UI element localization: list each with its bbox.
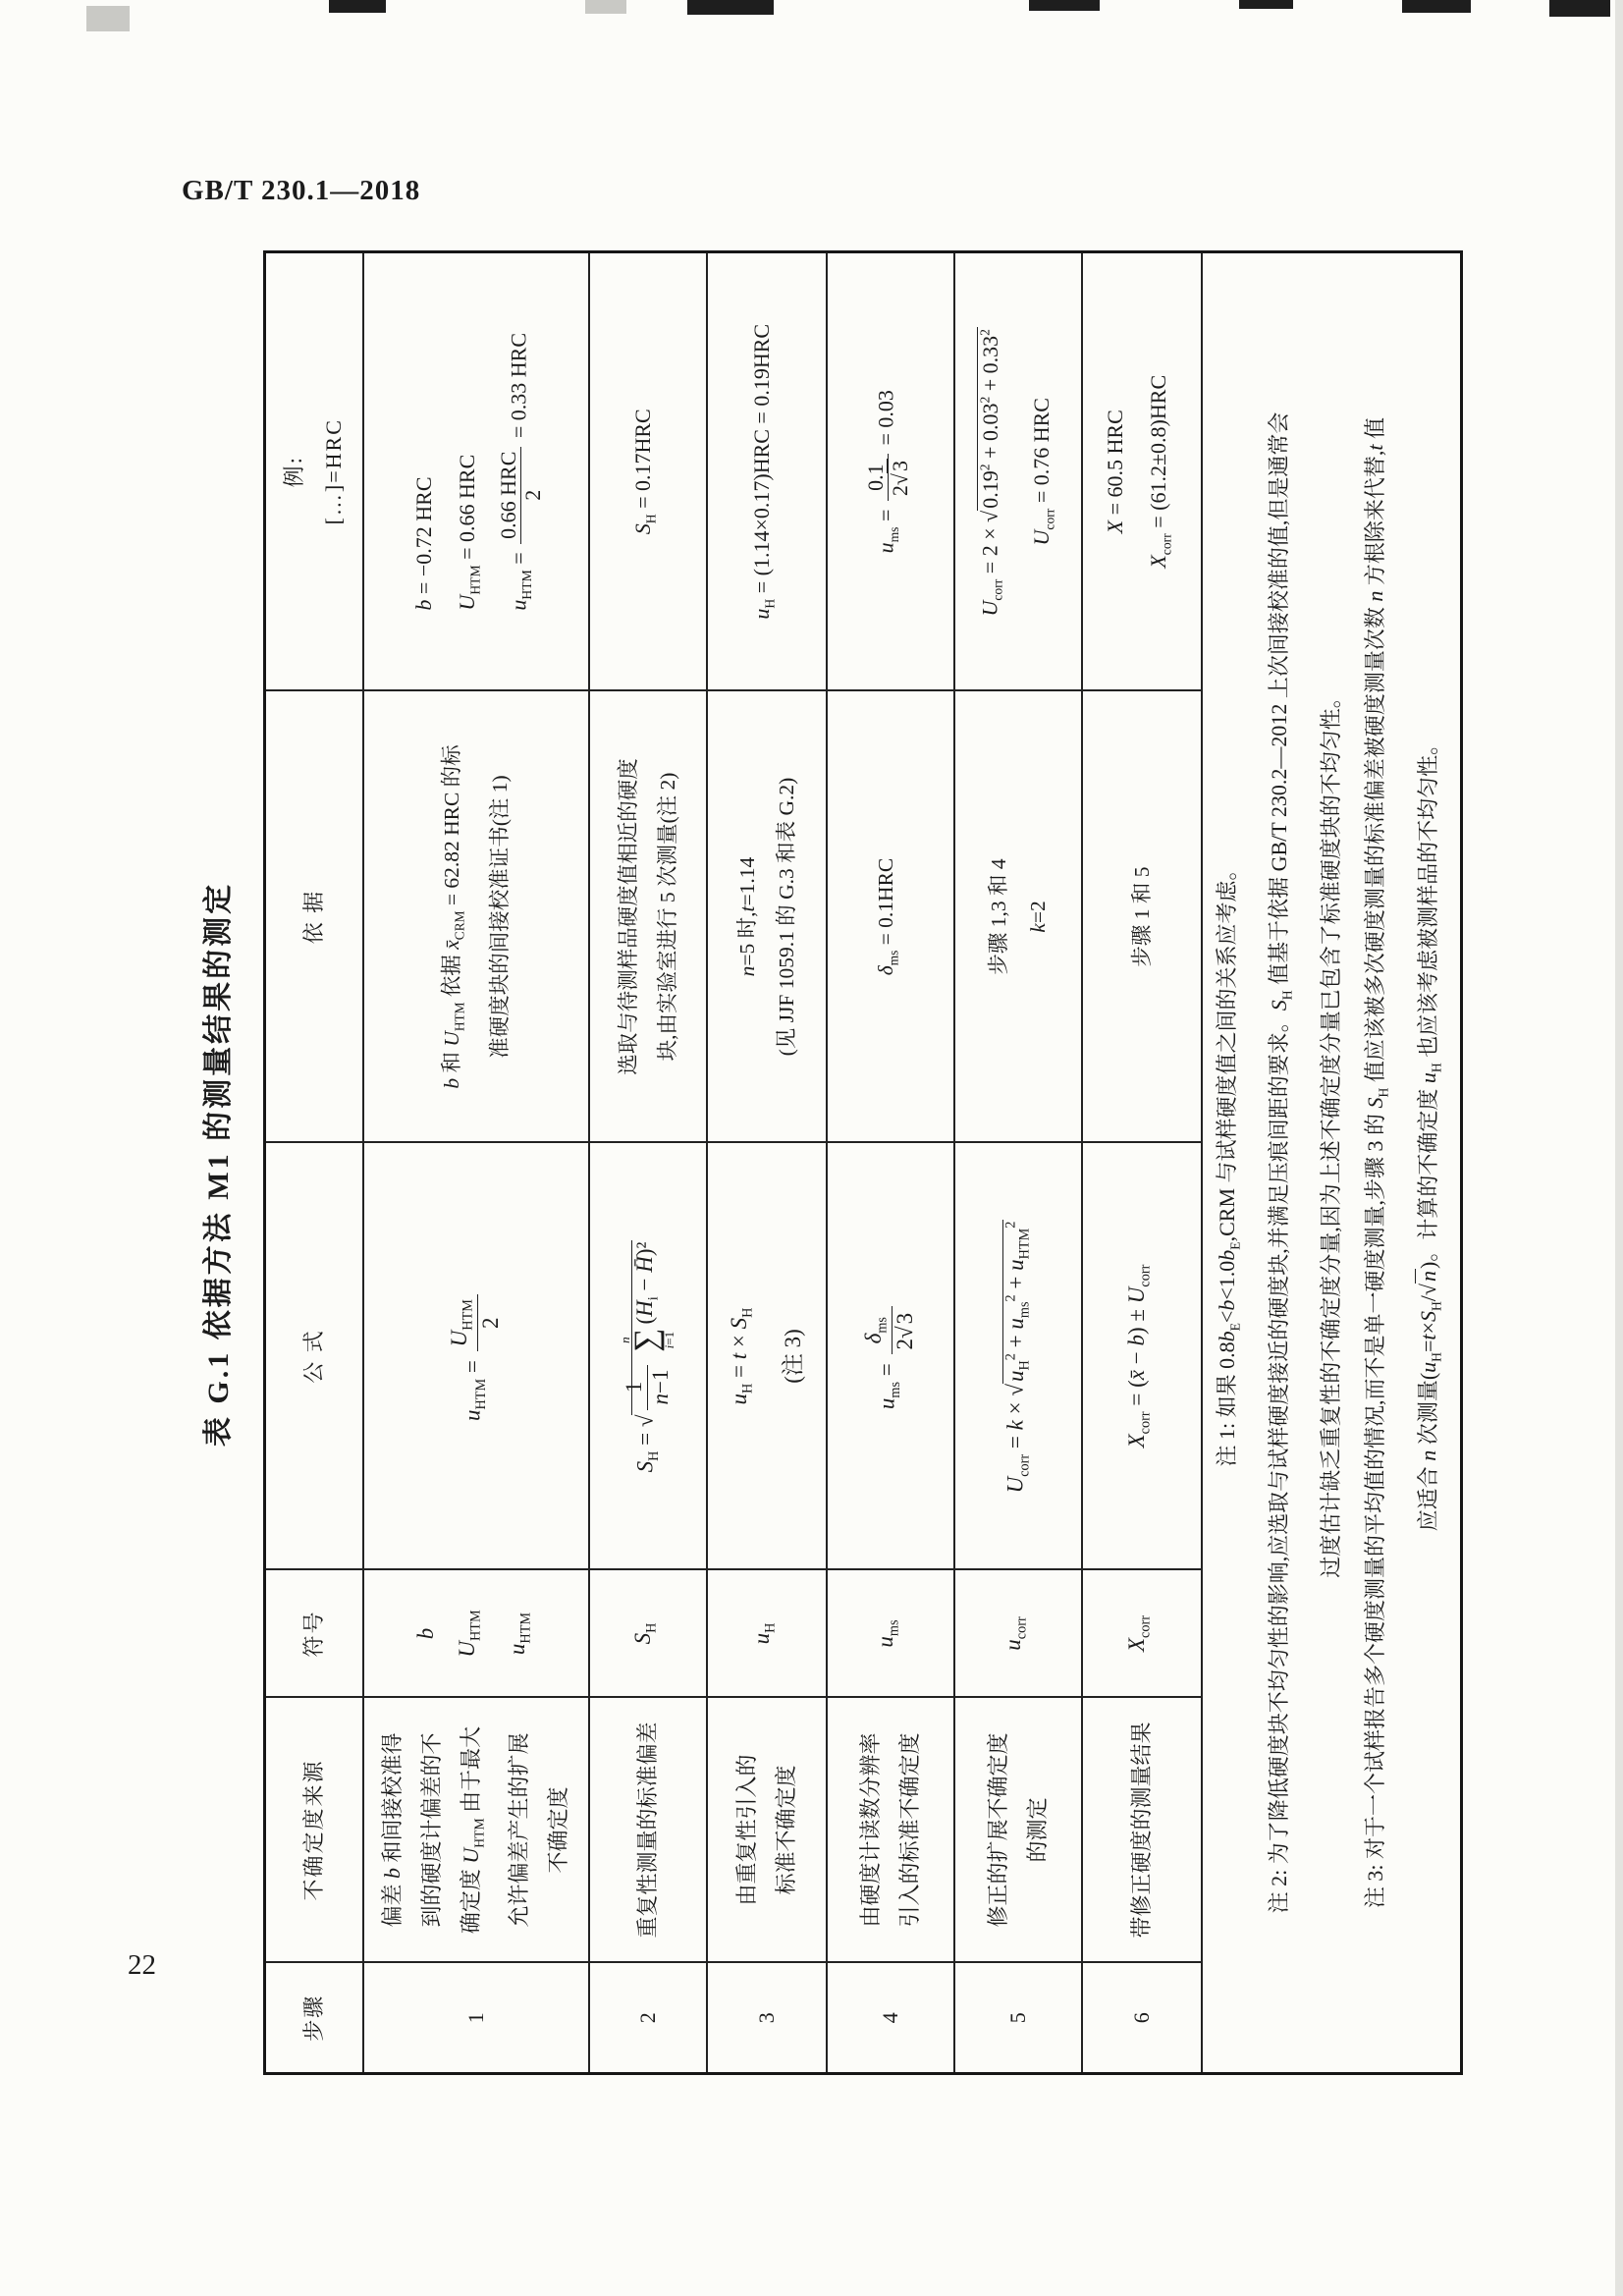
- cell-source: 带修正硬度的测量结果: [1082, 1698, 1202, 1963]
- cell-source: 偏差 b 和间接校准得 到的硬度计偏差的不 确定度 $U_{HTM}$ 由于最大 允许偏差产生的扩展 不确定度: [363, 1698, 589, 1963]
- table-row: [363, 252, 589, 2074]
- header-example-line1: 例:: [281, 456, 306, 488]
- cell-symbol: $u_{corr}$: [954, 1570, 1082, 1698]
- header-example: [265, 252, 363, 691]
- page-number: 22: [128, 1949, 156, 1981]
- cell-step: 5: [954, 1963, 1082, 2074]
- cell-symbol: $X_{corr}$: [1082, 1570, 1202, 1698]
- note-1: 注 1: 如果 $0.8b_E<b<1.0b_E,CRM$ 与试样硬度值之间的关系应考虑。: [1214, 858, 1242, 1467]
- cell-source: 由重复性引入的 标准不确定度: [707, 1698, 827, 1963]
- cell-source: 修正的扩展不确定度 的测定: [954, 1698, 1082, 1963]
- cell-symbol: $u_H$: [707, 1570, 827, 1698]
- note-2-cont: 过度估计缺乏重复性的不确定度分量,因为上述不确定度分量已包含了标准硬度块的不均匀性。: [1319, 686, 1344, 1578]
- cell-basis: $\delta_{ms} = 0.1HRC$: [827, 691, 954, 1143]
- cell-symbol: $S_H$: [589, 1570, 707, 1698]
- scan-edge-streak: [1615, 0, 1623, 2296]
- cell-basis: n=5 时,t=1.14 (见 JJF 1059.1 的 G.3 和表 G.2): [707, 691, 827, 1143]
- notes-row: [1202, 252, 1462, 2074]
- cell-formula: $U_{corr} = k \times √u_H^2 + u_{ms}^2 + u_{HTM}^2$: [954, 1143, 1082, 1570]
- cell-example: $u_H = (1.14\times 0.17)HRC = 0.19HRC$: [707, 252, 827, 691]
- cell-basis: 步骤 1 和 5: [1082, 691, 1202, 1143]
- scan-artifact: [1402, 0, 1471, 13]
- scan-artifact: [687, 0, 774, 15]
- cell-source: 重复性测量的标准偏差: [589, 1698, 707, 1963]
- note-2: 注 2: 为了降低硬度块不均匀性的影响,应选取与试样硬度接近的硬度块,并满足压痕间距的要求。$S_H$ 值基于依据 GB/T 230.2—2012 上次间接校准的值,但是通常会: [1266, 411, 1295, 1914]
- note-3: 注 3: 对于一个试样报告多个硬度测量的平均值的情况,而不是单一硬度测量,步骤 3 的 $S_H$ 值应该被多次硬度测量的标准偏差被硬度测量次数 n 方根除来代替,t 值: [1363, 416, 1391, 1909]
- table-row: [954, 252, 1082, 2074]
- cell-example: b = −0.72 HRC $U_{HTM} = 0.66$ HRC $u_{HTM}$ = 0.66 HRC 2 = 0.33 HRC: [363, 252, 589, 691]
- cell-step: 6: [1082, 1963, 1202, 2074]
- cell-symbol: b $U_{HTM}$ $u_{HTM}$: [363, 1570, 589, 1698]
- cell-symbol: $u_{ms}$: [827, 1570, 954, 1698]
- scan-smudge: [585, 0, 626, 14]
- cell-step: 3: [707, 1963, 827, 2074]
- cell-step: 1: [363, 1963, 589, 2074]
- header-formula: 公 式: [265, 1143, 363, 1570]
- cell-basis: b 和 $U_{HTM}$ 依据 $x̄_{CRM} = 62.82$ HRC 的标 准硬度块的间接校准证书(注 1): [363, 691, 589, 1143]
- header-basis: 依 据: [265, 691, 363, 1143]
- table-notes: [1202, 252, 1462, 2074]
- scan-artifact: [1549, 0, 1610, 17]
- cell-formula: $u_H = t \times S_H$ (注 3): [707, 1143, 827, 1570]
- header-step: 步骤: [265, 1963, 363, 2074]
- table-row: [707, 252, 827, 2074]
- cell-source: 由硬度计读数分辨率 引入的标准不确定度: [827, 1698, 954, 1963]
- header-symbol: 符号: [265, 1570, 363, 1698]
- scan-artifact: [1029, 0, 1100, 11]
- table-row: [589, 252, 707, 2074]
- cell-step: 2: [589, 1963, 707, 2074]
- cell-formula: $u_{HTM}$ = $U_{HTM}$ 2: [363, 1143, 589, 1570]
- note-3-cont: 应适合 n 次测量$(u_H=t\times S_H/√n)$。计算的不确定度 $u_H$ 也应该考虑被测样品的不均匀性。: [1415, 733, 1444, 1532]
- measurement-table: [263, 250, 1463, 2075]
- standard-code: GB/T 230.1—2018: [182, 175, 421, 206]
- cell-example: $u_{ms}$ = 0.1 2√3 = 0.03: [827, 252, 954, 691]
- cell-example: $S_H = 0.17HRC$: [589, 252, 707, 691]
- scan-smudge: [86, 6, 130, 31]
- cell-example: X = 60.5 HRC $X_{corr} = (61.2\pm 0.8)HRC$: [1082, 252, 1202, 691]
- cell-basis: 选取与待测样品硬度值相近的硬度 块,由实验室进行 5 次测量(注 2): [589, 691, 707, 1143]
- cell-formula: $u_{ms}$ = $\delta_{ms}$ 2√3: [827, 1143, 954, 1570]
- cell-formula: $S_H$ = √ 1 n−1 n ∑ i=1 ($H_i$ − H̄)²: [589, 1143, 707, 1570]
- table-row: [827, 252, 954, 2074]
- scan-artifact: [329, 0, 386, 13]
- rotated-table-block: [189, 253, 1444, 2075]
- header-source: 不确定度来源: [265, 1698, 363, 1963]
- cell-example: $U_{corr} = 2 \times √0.19^2 + 0.03^2 + 0.33^2$ $U_{corr} = 0.76$ HRC: [954, 252, 1082, 691]
- header-example-line2: […]=HRC: [320, 418, 346, 525]
- header-row: [265, 252, 363, 2074]
- table-row: [1082, 252, 1202, 2074]
- scan-artifact: [1239, 0, 1293, 9]
- cell-basis: 步骤 1,3 和 4 k=2: [954, 691, 1082, 1143]
- cell-step: 4: [827, 1963, 954, 2074]
- table-title: 表 G.1 依据方法 M1 的测量结果的测定: [202, 881, 235, 1448]
- cell-formula: $X_{corr}$ = (x̄ − $b) \pm U_{corr}$: [1082, 1143, 1202, 1570]
